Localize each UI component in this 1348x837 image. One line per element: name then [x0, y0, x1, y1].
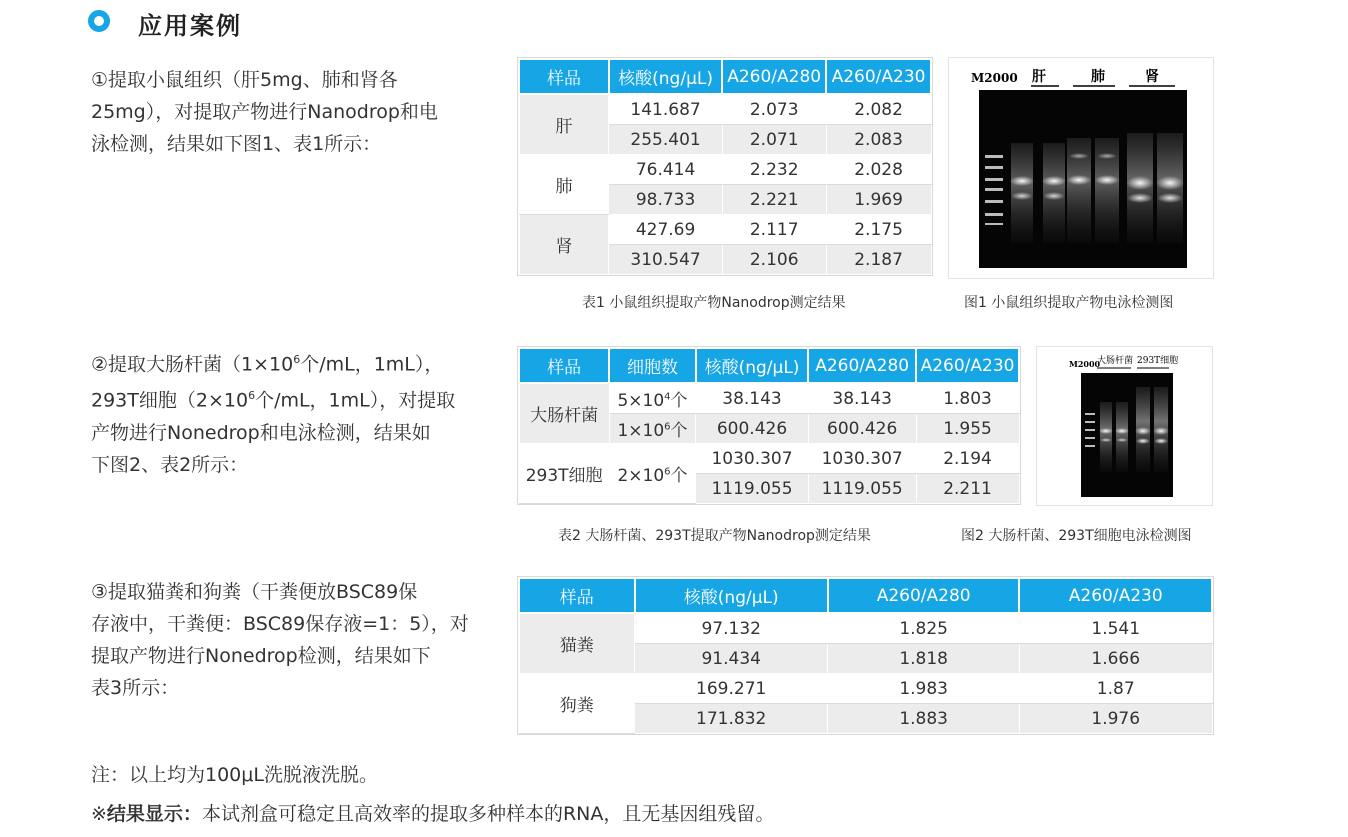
table-header-cell: 核酸(ng/μL): [609, 59, 722, 94]
marker-label: M2000: [971, 71, 1018, 85]
table-cell: 2.117: [722, 215, 826, 245]
section2-line: 产物进行Nonedrop和电泳检测，结果如: [91, 421, 431, 444]
lane-label: 肾: [1145, 69, 1159, 85]
table-cell: 1.955: [916, 414, 1019, 444]
table-cell: 1030.307: [808, 444, 916, 474]
table-cell: 1.666: [1019, 644, 1212, 674]
table-header-cell: A260/A280: [722, 59, 826, 94]
table-cell: 1.803: [916, 383, 1019, 414]
section3-line: 存液中，干粪便：BSC89保存液=1：5），对: [91, 613, 469, 635]
table-row: [519, 613, 1212, 644]
table-row: [519, 215, 931, 245]
table-cell: 1.87: [1019, 674, 1212, 704]
table-cell: 1.983: [828, 674, 1020, 704]
table-cell: 1.976: [1019, 704, 1212, 734]
marker-label: M2000: [1069, 359, 1101, 369]
table-cell: 2.073: [722, 94, 826, 125]
sample-label: 肾: [519, 215, 609, 275]
gel-image: [1037, 347, 1212, 505]
text-run: 个: [670, 466, 688, 486]
table-cell: 98.733: [609, 185, 722, 215]
table-row: [519, 444, 1019, 474]
table-cell: 1119.055: [808, 474, 916, 504]
table-header-cell: 核酸(ng/μL): [696, 348, 809, 383]
table1: [518, 58, 932, 275]
table-cell: 2.175: [826, 215, 931, 245]
lane-label: 肝: [1032, 69, 1046, 85]
table-row: [519, 94, 931, 125]
table-header-cell: 核酸(ng/μL): [635, 578, 828, 613]
text-run: 个: [670, 391, 688, 411]
section1-line: 25mg），对提取产物进行Nanodrop和电: [91, 101, 438, 123]
sample-label: 肝: [519, 94, 609, 155]
table-cell: 427.69: [609, 215, 722, 245]
table-cell: 1.541: [1019, 613, 1212, 644]
cell-count: [609, 444, 695, 504]
section1-text: [91, 64, 471, 160]
figure1-gel: [948, 57, 1214, 279]
section3-line: 表3所示：: [91, 677, 180, 699]
table-cell: 2.187: [826, 245, 931, 275]
text-run: 293T细胞（2×10: [91, 389, 249, 412]
table-header-cell: A260/A280: [828, 578, 1020, 613]
reference-mark: ※: [91, 803, 107, 825]
table-cell: 38.143: [696, 383, 809, 414]
table-cell: 38.143: [808, 383, 916, 414]
section2-text: [91, 344, 471, 481]
table-cell: 171.832: [635, 704, 828, 734]
table-header-cell: 样品: [519, 348, 609, 383]
lane-label: 大肠杆菌: [1097, 356, 1134, 366]
section2-line: [91, 344, 471, 380]
section1-line: ①提取小鼠组织（肝5mg、肺和肾各: [91, 69, 398, 91]
table-cell: 76.414: [609, 155, 722, 185]
table-cell: 169.271: [635, 674, 828, 704]
table-cell: 141.687: [609, 94, 722, 125]
table2: [518, 347, 1020, 504]
table-cell: 2.082: [826, 94, 931, 125]
figure2-gel: [1036, 346, 1213, 506]
sample-label: 狗粪: [519, 674, 635, 734]
result-text: 本试剂盒可稳定且高效率的提取多种样本的RNA，且无基因组残留。: [201, 803, 775, 825]
table-cell: 2.071: [722, 125, 826, 155]
table-cell: 255.401: [609, 125, 722, 155]
lane-label: 293T细胞: [1137, 356, 1179, 366]
sample-label: 肺: [519, 155, 609, 215]
title-circle-icon: [88, 10, 110, 32]
table-header-row: [519, 59, 931, 94]
elution-note: 注：以上均为100μL洗脱液洗脱。: [91, 764, 378, 786]
gel-image: [949, 58, 1213, 278]
table1-caption: 表1 小鼠组织提取产物Nanodrop测定结果: [582, 295, 846, 311]
table-header-cell: A260/A280: [808, 348, 916, 383]
table-row: [519, 383, 1019, 414]
superscript: 4: [664, 391, 671, 403]
text-run: 个/mL，1mL），对提取: [255, 389, 456, 412]
lane-label: 肺: [1091, 69, 1105, 85]
text-run: 个/mL，1mL），: [300, 353, 444, 376]
page-title: 应用案例: [138, 12, 242, 40]
sample-label: 猫粪: [519, 613, 635, 674]
table-cell: 1.883: [828, 704, 1020, 734]
table-header-cell: 样品: [519, 59, 609, 94]
table-cell: 1030.307: [696, 444, 809, 474]
figure1-caption: 图1 小鼠组织提取产物电泳检测图: [964, 295, 1174, 311]
table-header-row: [519, 578, 1212, 613]
section1-line: 泳检测，结果如下图1、表1所示：: [91, 133, 382, 155]
table-header-cell: A260/A230: [826, 59, 931, 94]
result-label: 结果显示：: [106, 803, 202, 825]
table-header-cell: A260/A230: [916, 348, 1019, 383]
table-cell: 1.825: [828, 613, 1020, 644]
table-header-cell: A260/A230: [1019, 578, 1212, 613]
table-cell: 97.132: [635, 613, 828, 644]
table-cell: 91.434: [635, 644, 828, 674]
table-cell: 2.194: [916, 444, 1019, 474]
table-cell: 600.426: [808, 414, 916, 444]
table-cell: 2.211: [916, 474, 1019, 504]
text-run: 1×10: [617, 421, 665, 441]
table-cell: 2.028: [826, 155, 931, 185]
cell-count: [609, 414, 695, 444]
table-cell: 2.232: [722, 155, 826, 185]
text-run: 2×10: [617, 466, 665, 486]
table3: [518, 577, 1213, 734]
table-cell: 310.547: [609, 245, 722, 275]
result-statement: [91, 799, 774, 826]
table-cell: 1.818: [828, 644, 1020, 674]
text-run: 5×10: [617, 391, 665, 411]
table-cell: 2.083: [826, 125, 931, 155]
section3-line: 提取产物进行Nonedrop检测，结果如下: [91, 645, 431, 667]
superscript: 6: [664, 421, 671, 433]
table-cell: 1.969: [826, 185, 931, 215]
table-header-cell: 样品: [519, 578, 635, 613]
table-header-row: [519, 348, 1019, 383]
cell-count: [609, 383, 695, 414]
table-header-cell: 细胞数: [609, 348, 695, 383]
superscript: 6: [248, 389, 256, 403]
table-row: [519, 674, 1212, 704]
text-run: 个: [670, 421, 688, 441]
superscript: 6: [293, 353, 301, 366]
section3-text: [91, 576, 471, 704]
table2-caption: 表2 大肠杆菌、293T提取产物Nanodrop测定结果: [558, 528, 871, 544]
section3-line: ③提取猫粪和狗粪（干粪便放BSC89保: [91, 581, 418, 603]
text-run: ②提取大肠杆菌（1×10: [91, 353, 294, 376]
table-cell: 1119.055: [696, 474, 809, 504]
table-cell: 2.106: [722, 245, 826, 275]
section2-line: 下图2、表2所示：: [91, 453, 249, 476]
table-cell: 600.426: [696, 414, 809, 444]
table-cell: 2.221: [722, 185, 826, 215]
sample-label: 大肠杆菌: [519, 383, 609, 444]
superscript: 6: [664, 466, 671, 478]
sample-label: 293T细胞: [519, 444, 609, 504]
section2-line: [91, 380, 471, 416]
figure2-caption: 图2 大肠杆菌、293T细胞电泳检测图: [961, 528, 1192, 544]
table-row: [519, 155, 931, 185]
